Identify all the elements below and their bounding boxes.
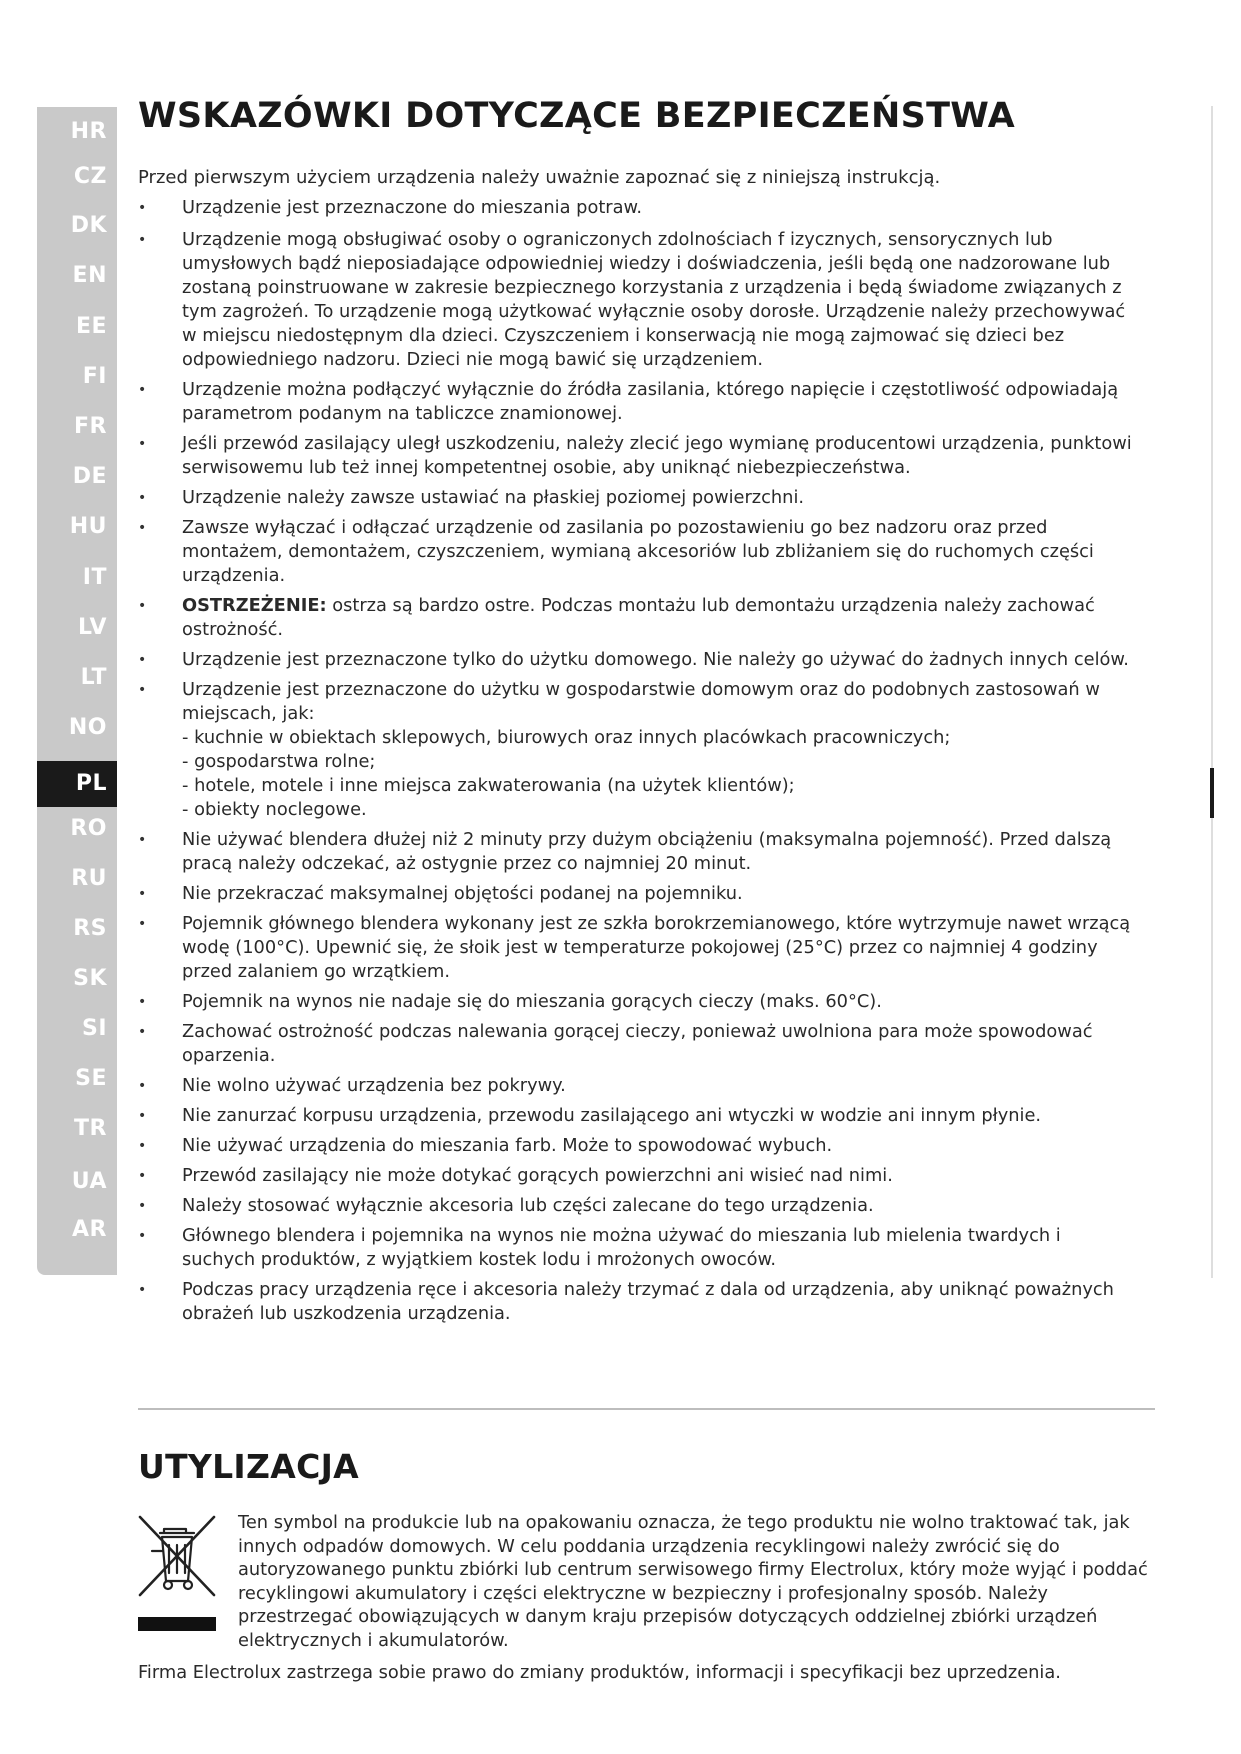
page-marker	[1210, 768, 1214, 818]
lang-tab-hu[interactable]: HU	[69, 514, 107, 539]
list-item: • Urządzenie mogą obsługiwać osoby o ograniczonych zdolnościach f izycznych, sensorycznych lub umysłowych bądź nieposiadające odpowiedniej wiedzy i doświadczenia, jeśli będą one nadzorowane lub zostaną poinstruowane w zakresie bezpiecznego korzystania z urządzenia i będą świadome związanych z tym zagrożeń. To urządzenie mogą użytkować wyłącznie osoby dorosłe. Urządzenie należy przechowywać w miejscu niedostępnym dla dzieci. Czyszczeniem i konserwacją nie mogą zajmować się dzieci bez odpowiedniego nadzoru. Dzieci nie mogą bawić się urządzeniem.	[138, 228, 1138, 372]
lang-tab-ee[interactable]: EE	[75, 314, 107, 339]
lang-tab-en[interactable]: EN	[72, 263, 107, 288]
list-item: • Nie używać urządzenia do mieszania farb. Może to spowodować wybuch.	[138, 1134, 1138, 1158]
list-item: • Zachować ostrożność podczas nalewania gorącej cieczy, ponieważ uwolniona para może spowodować oparzenia.	[138, 1020, 1138, 1068]
list-item: • OSTRZEŻENIE: ostrza są bardzo ostre. Podczas montażu lub demontażu urządzenia należy zachować ostrożność.	[138, 594, 1138, 642]
crossed-bin-icon	[138, 1515, 216, 1633]
lang-tab-no[interactable]: NO	[68, 715, 107, 740]
lang-tab-rs[interactable]: RS	[73, 916, 107, 941]
list-item: • Nie przekraczać maksymalnej objętości podanej na pojemniku.	[138, 882, 1138, 906]
lang-tab-fr[interactable]: FR	[74, 414, 107, 439]
lang-tab-tr[interactable]: TR	[74, 1116, 107, 1141]
list-item: • Należy stosować wyłącznie akcesoria lub części zalecane do tego urządzenia.	[138, 1194, 1138, 1218]
warning-label: OSTRZEŻENIE:	[182, 595, 327, 616]
lang-tab-ro[interactable]: RO	[70, 816, 107, 841]
list-item: • Zawsze wyłączać i odłączać urządzenie od zasilania po pozostawieniu go bez nadzoru oraz przed montażem, demontażem, czyszczeniem, wymianą akcesoriów lub zbliżaniem się do ruchomych części urządzenia.	[138, 516, 1138, 588]
language-sidebar	[37, 107, 117, 1275]
list-item: • Urządzenie można podłączyć wyłącznie do źródła zasilania, którego napięcie i częstotliwość odpowiadają parametrom podanym na tabliczce znamionowej.	[138, 378, 1138, 426]
section-divider	[138, 1408, 1155, 1410]
list-item: • Nie wolno używać urządzenia bez pokrywy.	[138, 1074, 1138, 1098]
lang-tab-fi[interactable]: FI	[82, 364, 107, 389]
list-item: • Urządzenie należy zawsze ustawiać na płaskiej poziomej powierzchni.	[138, 486, 1138, 510]
lang-tab-ua[interactable]: UA	[71, 1169, 107, 1194]
lang-tab-se[interactable]: SE	[75, 1066, 107, 1091]
lang-tab-lt[interactable]: LT	[80, 665, 107, 690]
lang-tab-lv[interactable]: LV	[77, 615, 107, 640]
list-item: • Urządzenie jest przeznaczone do mieszania potraw.	[138, 196, 1138, 220]
lang-tab-ar[interactable]: AR	[72, 1217, 107, 1242]
right-edge-rule	[1211, 106, 1213, 1278]
safety-title: WSKAZÓWKI DOTYCZĄCE BEZPIECZEŃSTWA	[138, 96, 1016, 136]
lang-tab-pl[interactable]: PL	[37, 761, 117, 807]
list-item: • Pojemnik na wynos nie nadaje się do mieszania gorących cieczy (maks. 60°C).	[138, 990, 1138, 1014]
list-item: • Jeśli przewód zasilający uległ uszkodzeniu, należy zlecić jego wymianę producentowi urządzenia, punktowi serwisowemu lub też innej kompetentnej osobie, aby uniknąć niebezpieczeństwa.	[138, 432, 1138, 480]
disposal-text: Ten symbol na produkcie lub na opakowaniu oznacza, że tego produktu nie wolno traktować tak, jak innych odpadów domowych. W celu poddania urządzenia recyklingowi należy zwrócić się do autoryzowanego punktu zbiórki lub centrum serwisowego firmy Electrolux, który może wyjąć i poddać recyklingowi akumulatory i części elektryczne w bezpieczny i profesjonalny sposób. Należy przestrzegać obowiązujących w danym kraju przepisów dotyczących oddzielnej zbiórki urządzeń elektrycznych i akumulatorów.	[238, 1512, 1148, 1651]
safety-list	[138, 196, 1138, 1326]
list-item: • Nie zanurzać korpusu urządzenia, przewodu zasilającego ani wtyczki w wodzie ani innym płynie.	[138, 1104, 1138, 1128]
safety-intro: Przed pierwszym użyciem urządzenia należy uważnie zapoznać się z niniejszą instrukcją.	[138, 167, 941, 188]
list-item: • Nie używać blendera dłużej niż 2 minuty przy dużym obciążeniu (maksymalna pojemność). Przed dalszą pracą należy odczekać, aż ostygnie przez co najmniej 20 minut.	[138, 828, 1138, 876]
list-item: • Podczas pracy urządzenia ręce i akcesoria należy trzymać z dala od urządzenia, aby uniknąć poważnych obrażeń lub uszkodzenia urządzenia.	[138, 1278, 1138, 1326]
list-item: • Głównego blendera i pojemnika na wynos nie można używać do mieszania lub mielenia twardych i suchych produktów, z wyjątkiem kostek lodu i mrożonych owoców.	[138, 1224, 1138, 1272]
list-item: • Urządzenie jest przeznaczone tylko do użytku domowego. Nie należy go używać do żadnych innych celów.	[138, 648, 1138, 672]
lang-tab-si[interactable]: SI	[81, 1016, 107, 1041]
lang-tab-de[interactable]: DE	[72, 464, 107, 489]
disposal-title: UTYLIZACJA	[138, 1447, 360, 1486]
lang-tab-sk[interactable]: SK	[73, 966, 107, 991]
lang-tab-cz[interactable]: CZ	[73, 164, 107, 189]
lang-tab-hr[interactable]: HR	[70, 119, 107, 144]
lang-tab-ru[interactable]: RU	[71, 866, 107, 891]
lang-tab-dk[interactable]: DK	[70, 213, 107, 238]
list-item: • Przewód zasilający nie może dotykać gorących powierzchni ani wisieć nad nimi.	[138, 1164, 1138, 1188]
list-item: • Urządzenie jest przeznaczone do użytku w gospodarstwie domowym oraz do podobnych zastosowań w miejscach, jak: - kuchnie w obiektach sklepowych, biurowych oraz innych placówkach pracowniczych; - gospodarstwa rolne; - hotele, motele i inne miejsca zakwaterowania (na użytek klientów); - obiekty noclegowe.	[138, 678, 1138, 822]
list-item: • Pojemnik głównego blendera wykonany jest ze szkła borokrzemianowego, które wytrzymuje nawet wrzącą wodę (100°C). Upewnić się, że słoik jest w temperaturze pokojowej (25°C) przez co najmniej 4 godziny przed zalaniem go wrzątkiem.	[138, 912, 1138, 984]
footer-note: Firma Electrolux zastrzega sobie prawo do zmiany produktów, informacji i specyfikacji bez uprzedzenia.	[138, 1662, 1061, 1683]
lang-tab-it[interactable]: IT	[82, 565, 107, 590]
